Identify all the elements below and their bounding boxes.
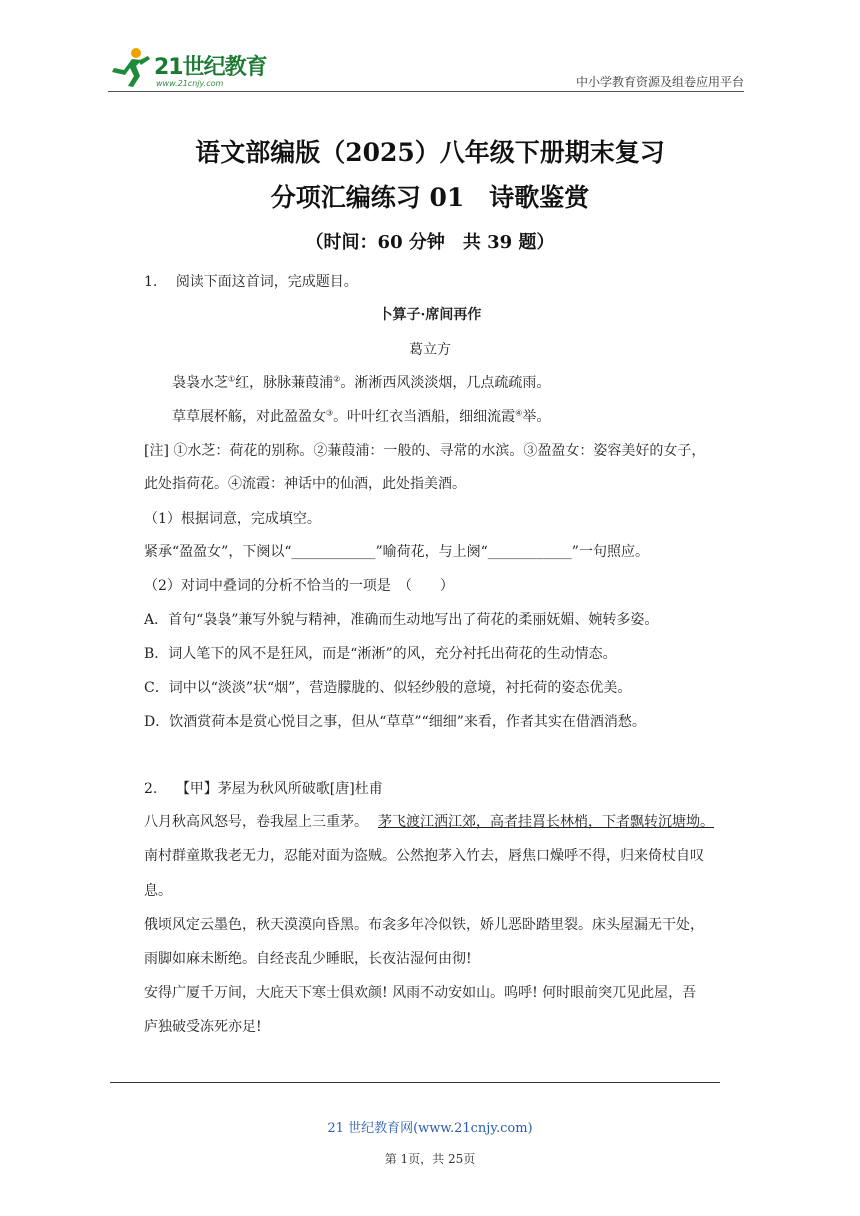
poem-verse-1: 袅袅水芝①红，脉脉蒹葭浦②。淅淅西风淡淡烟，几点疏疏雨。 [172, 374, 551, 391]
runner-logo-icon [108, 46, 154, 88]
doc-subtitle: 分项汇编练习 01 诗歌鉴赏 [270, 183, 590, 212]
poem-note-2: 此处指荷花。④流霞：神话中的仙酒，此处指美酒。 [144, 476, 466, 492]
poem2-line-4: 俄顷风定云墨色，秋天漠漠向昏黑。布衾多年冷似铁，娇儿恶卧踏里裂。床头屋漏无干处， [144, 917, 704, 933]
q1-sub1: （1）根据词意，完成填空。 [144, 511, 321, 527]
q1-option-d: D．饮酒赏荷本是赏心悦目之事，但从“草草”“细细”来看，作者其实在借酒消愁。 [144, 714, 646, 730]
q1-option-a: A．首句“袅袅”兼写外貌与精神，准确而生动地写出了荷花的柔丽妩媚、婉转多姿。 [144, 612, 659, 628]
platform-name: 中小学教育资源及组卷应用平台 [575, 75, 744, 89]
q1-option-b: B．词人笔下的风不是狂风，而是“淅淅”的风，充分衬托出荷花的生动情态。 [144, 646, 617, 662]
logo-text: 21世纪教育 [154, 55, 267, 80]
footer-site-link[interactable]: 21 世纪教育网(www.21cnjy.com) [327, 1121, 533, 1136]
poem-verse-2: 草草展杯觞，对此盈盈女③。叶叶红衣当酒船，细细流霞④举。 [172, 408, 551, 425]
page-number: 第 1页，共 25页 [384, 1152, 476, 1166]
q2-heading-line [144, 778, 383, 798]
q1-sub1-fill: 紧承“盈盈女”，下阕以“____________”喻荷花，与上阕“____________”一句照应。 [144, 544, 649, 560]
q1-prompt: 阅读下面这首词，完成题目。 [175, 274, 358, 290]
header-divider [108, 91, 744, 92]
q1-prompt-line [144, 271, 358, 291]
q2-number: 2. [144, 781, 158, 797]
poem2-line-3: 息。 [144, 883, 172, 899]
site-logo [108, 46, 278, 94]
poem-author: 葛立方 [409, 342, 451, 358]
poem-title: 卜算子·席间再作 [378, 307, 482, 323]
q1-sub2: （2）对词中叠词的分析不恰当的一项是 （ ） [144, 578, 454, 594]
poem2-line-7: 庐独破受冻死亦足! [144, 1019, 262, 1035]
q1-option-c: C．词中以“淡淡”状“烟”，营造朦胧的、似轻纱般的意境，衬托荷的姿态优美。 [144, 680, 632, 696]
q1-number: 1. [144, 274, 158, 290]
doc-time-info: （时间：60 分钟 共 39 题） [305, 232, 555, 253]
q2-heading: 【甲】茅屋为秋风所破歌[唐]杜甫 [175, 781, 383, 797]
poem2-line-2: 南村群童欺我老无力，忍能对面为盗贼。公然抱茅入竹去，唇焦口燥呼不得，归来倚杖自叹 [144, 848, 704, 864]
underlined-verse: 茅飞渡江洒江郊，高者挂罥长林梢，下者飘转沉塘坳。 [378, 814, 714, 830]
poem2-line-1: 八月秋高风怒号，卷我屋上三重茅。 茅飞渡江洒江郊，高者挂罥长林梢，下者飘转沉塘坳。 [144, 814, 714, 830]
logo-url: www.21cnjy.com [156, 79, 224, 88]
poem2-line-5: 雨脚如麻未断绝。自经丧乱少睡眠，长夜沾湿何由彻! [144, 951, 472, 967]
footer-divider [110, 1082, 720, 1083]
poem2-line-6: 安得广厦千万间，大庇天下寒士俱欢颜! 风雨不动安如山。呜呼! 何时眼前突兀见此屋，吾 [144, 985, 697, 1001]
doc-title: 语文部编版（2025）八年级下册期末复习 [195, 138, 665, 167]
poem-note-1: [注] ①水芝：荷花的别称。②蒹葭浦：一般的、寻常的水滨。③盈盈女：姿容美好的女子， [144, 443, 706, 459]
